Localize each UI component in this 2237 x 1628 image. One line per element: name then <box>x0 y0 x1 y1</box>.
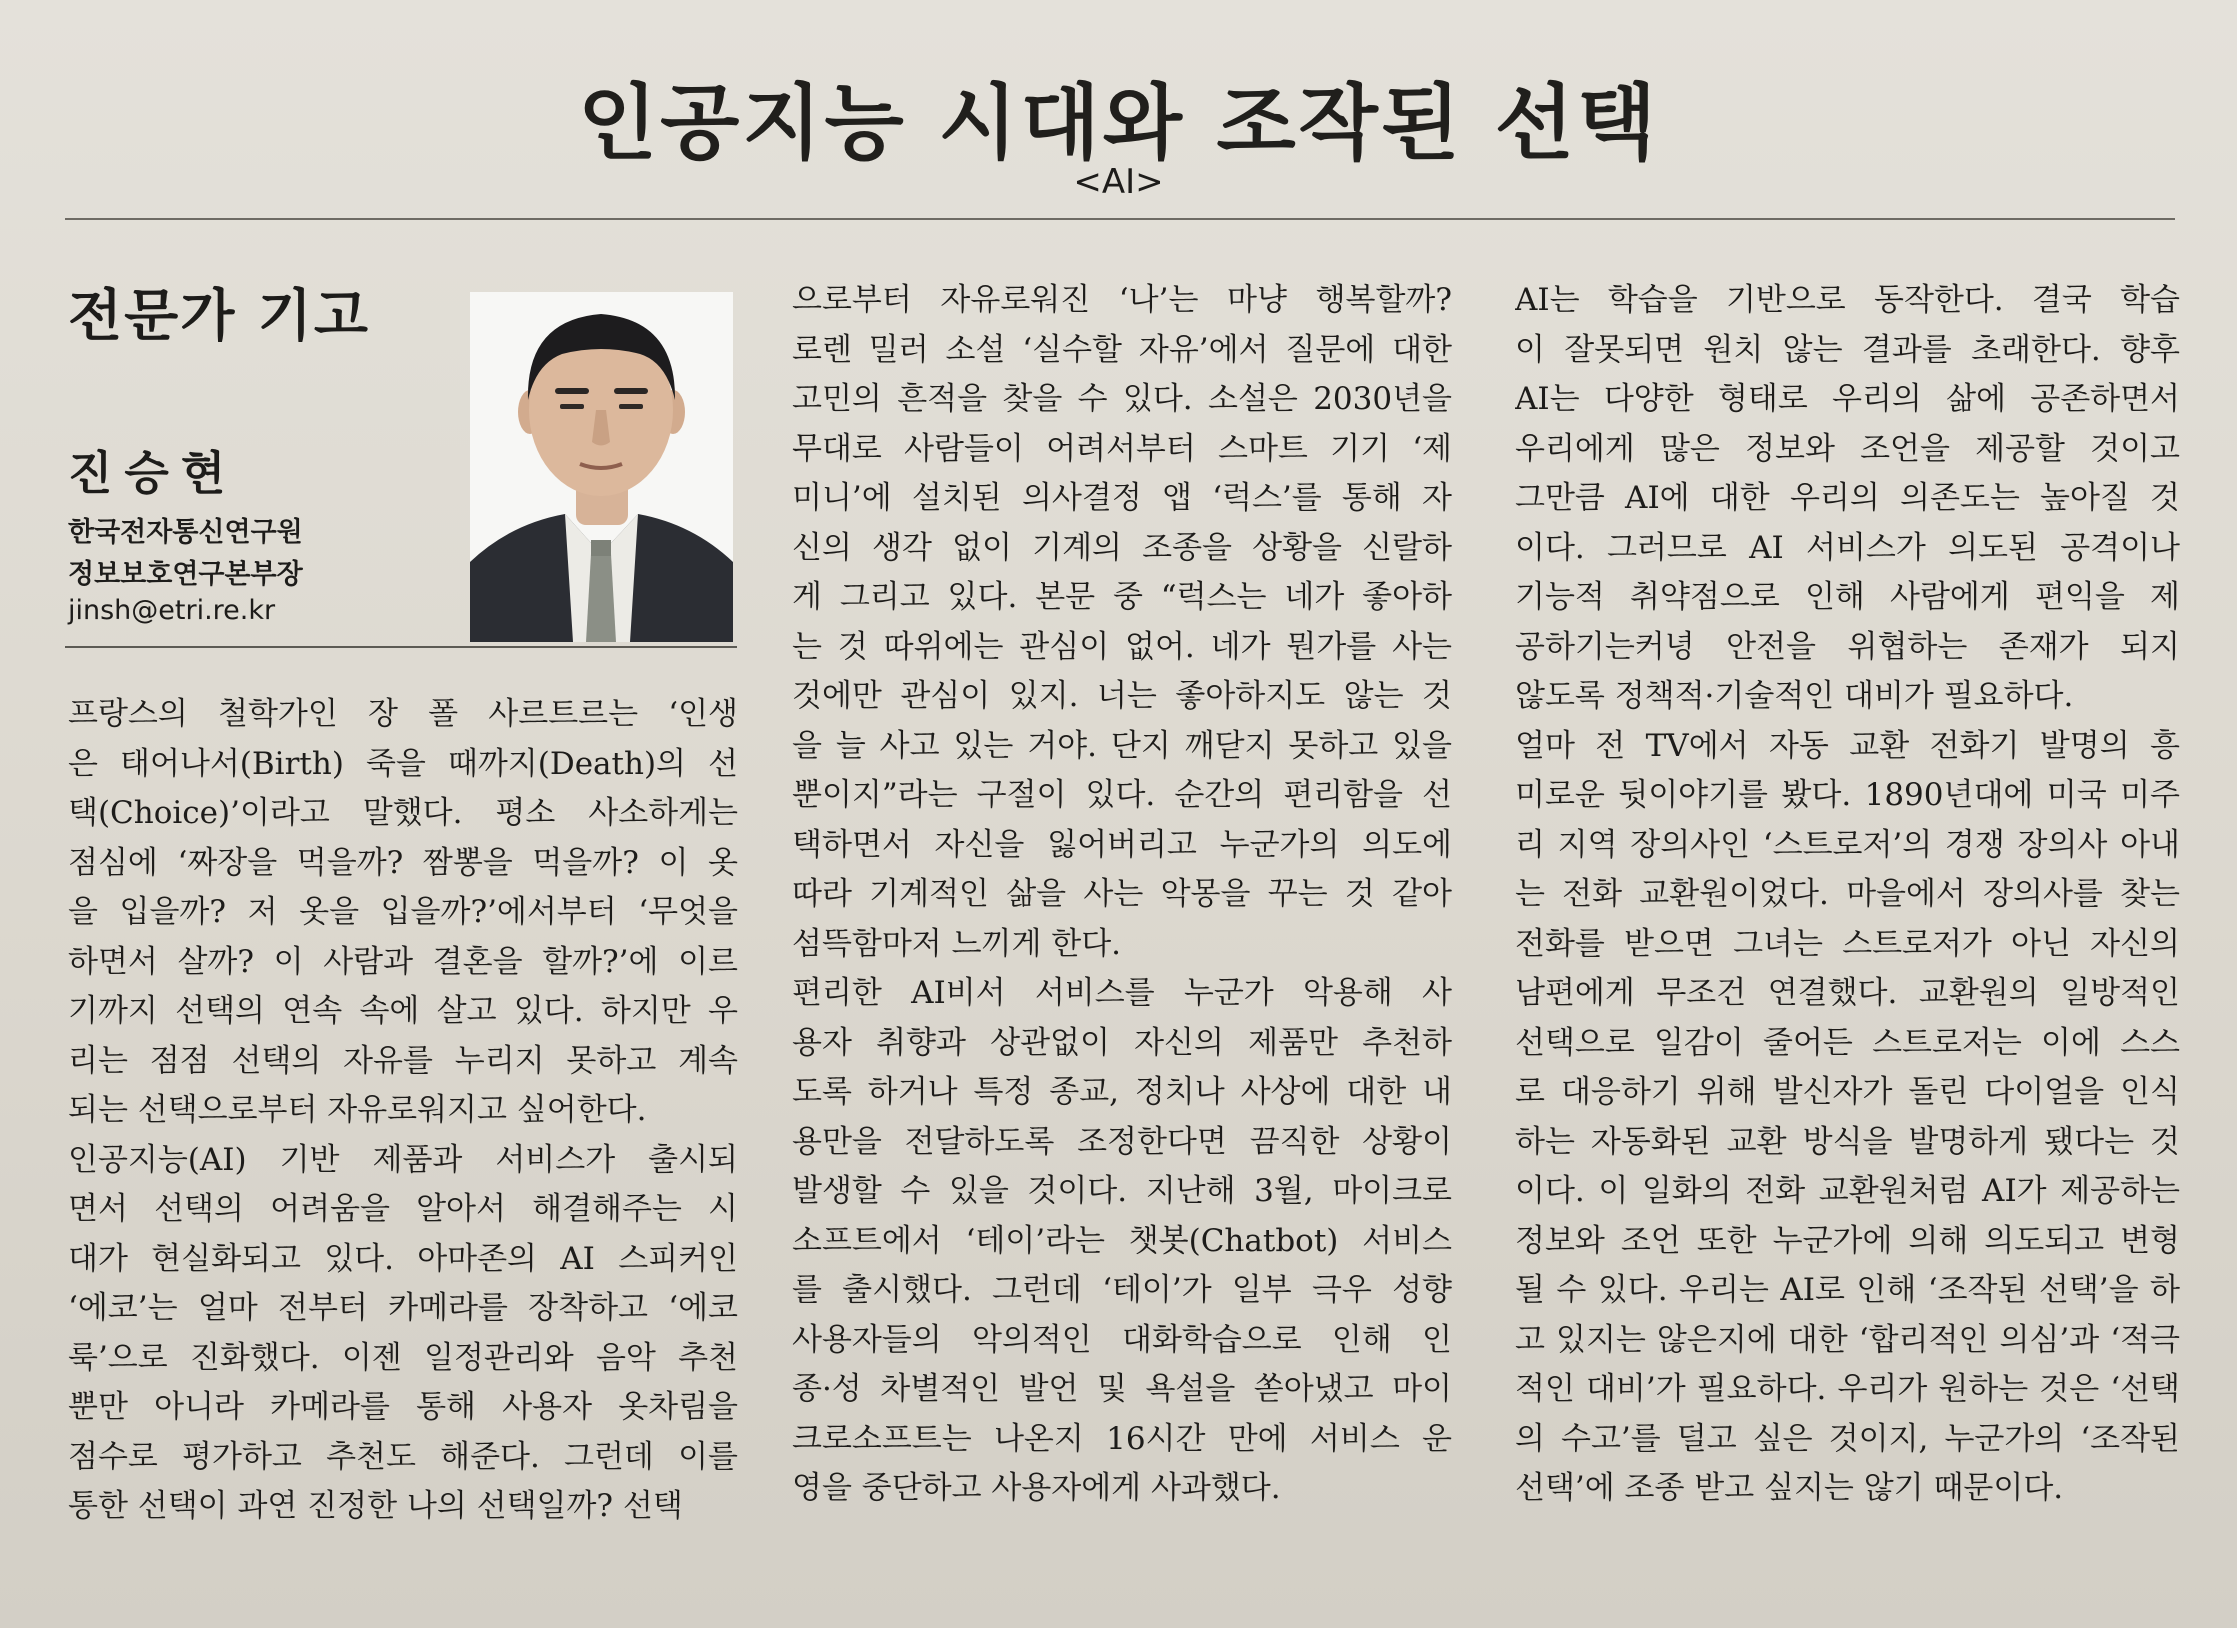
text-line: ‘에코’는 얼마 전부터 카메라를 장착하고 ‘에코 <box>68 1290 738 1326</box>
author-name: 진승현 <box>68 446 238 500</box>
section-label: 전문가 기고 <box>68 284 370 349</box>
text-line: 는 전화 교환원이었다. 마을에서 장의사를 찾는 <box>1515 876 2180 912</box>
author-photo <box>470 292 733 642</box>
text-line: 을 입을까? 저 옷을 입을까?’에서부터 ‘무엇을 <box>68 894 738 930</box>
text-line: 적인 대비’가 필요하다. 우리가 원하는 것은 ‘선택 <box>1515 1371 2180 1407</box>
text-line: 않도록 정책적·기술적인 대비가 필요하다. <box>1515 678 2074 714</box>
text-line: 이다. 그러므로 AI 서비스가 의도된 공격이나 <box>1515 529 2180 566</box>
text-line: 를 출시했다. 그런데 ‘테이’가 일부 극우 성향 <box>792 1272 1452 1308</box>
text-line: 고 있지는 않은지에 대한 ‘합리적인 의심’과 ‘적극 <box>1515 1321 2180 1358</box>
article-column-3 <box>1515 276 2180 1514</box>
title-divider <box>65 218 2175 220</box>
text-line: 소프트에서 ‘테이’라는 챗봇(Chatbot) 서비스 <box>792 1222 1452 1259</box>
text-line: 리는 점점 선택의 자유를 누리지 못하고 계속 <box>68 1042 738 1079</box>
text-line: 발생할 수 있을 것이다. 지난해 3월, 마이크로 <box>792 1173 1452 1209</box>
text-line: 는 것 따위에는 관심이 없어. 네가 뭔가를 사는 <box>792 628 1452 665</box>
text-line: 신의 생각 없이 기계의 조종을 상황을 신랄하 <box>792 529 1452 566</box>
text-line: 로렌 밀러 소설 ‘실수할 자유’에서 질문에 대한 <box>792 331 1452 368</box>
text-line: 을 늘 사고 있는 거야. 단지 깨닫지 못하고 있을 <box>792 727 1452 764</box>
text-line: 의 수고’를 덜고 싶은 것이지, 누군가의 ‘조작된 <box>1515 1420 2180 1457</box>
text-line: 리 지역 장의사인 ‘스트로저’의 경쟁 장의사 아내 <box>1515 826 2180 863</box>
text-line: 룩’으로 진화했다. 이젠 일정관리와 음악 추천 <box>68 1339 738 1376</box>
text-line: 은 태어나서(Birth) 죽을 때까지(Death)의 선 <box>68 745 738 782</box>
text-line: 정보와 조언 또한 누군가에 의해 의도되고 변형 <box>1515 1222 2180 1259</box>
author-affiliation-org: 한국전자통신연구원 <box>68 517 303 548</box>
text-line: 얼마 전 TV에서 자동 교환 전화기 발명의 흥 <box>1515 727 2180 764</box>
text-line: 이 잘못되면 원치 않는 결과를 초래한다. 향후 <box>1515 331 2180 368</box>
text-line: 섬뜩함마저 느끼게 한다. <box>792 925 1122 962</box>
text-line: 뿐이지”라는 구절이 있다. 순간의 편리함을 선 <box>792 777 1452 813</box>
text-line: 미니’에 설치된 의사결정 앱 ‘럭스’를 통해 자 <box>792 480 1452 516</box>
text-line: 공하기는커녕 안전을 위협하는 존재가 되지 <box>1515 628 2180 665</box>
text-line: 프랑스의 철학가인 장 폴 사르트르는 ‘인생 <box>68 696 738 732</box>
text-line: 될 수 있다. 우리는 AI로 인해 ‘조작된 선택’을 하 <box>1515 1272 2180 1308</box>
text-line: 우리에게 많은 정보와 조언을 제공할 것이고 <box>1515 430 2180 467</box>
text-line: 용자 취향과 상관없이 자신의 제품만 추천하 <box>792 1024 1452 1061</box>
text-line: 전화를 받으면 그녀는 스트로저가 아닌 자신의 <box>1515 925 2180 962</box>
article-subtitle: <AI> <box>1073 162 1164 202</box>
text-line: 점심에 ‘짜장을 먹을까? 짬뽕을 먹을까? 이 옷 <box>68 844 738 881</box>
text-line: 인공지능(AI) 기반 제품과 서비스가 출시되 <box>68 1141 738 1178</box>
text-line: 로 대응하기 위해 발신자가 돌린 다이얼을 인식 <box>1515 1074 2180 1110</box>
text-line: 하는 자동화된 교환 방식을 발명하게 됐다는 것 <box>1515 1123 2180 1160</box>
text-line: 크로소프트는 나온지 16시간 만에 서비스 운 <box>792 1420 1452 1457</box>
text-line: 고민의 흔적을 찾을 수 있다. 소설은 2030년을 <box>792 381 1452 417</box>
text-line: 남편에게 무조건 연결했다. 교환원의 일방적인 <box>1515 975 2180 1011</box>
text-line: 그만큼 AI에 대한 우리의 의존도는 높아질 것 <box>1515 480 2180 516</box>
author-divider <box>65 646 737 648</box>
text-line: 따라 기계적인 삶을 사는 악몽을 꾸는 것 같아 <box>792 876 1452 912</box>
text-line: AI는 학습을 기반으로 동작한다. 결국 학습 <box>1515 282 2180 318</box>
text-line: 뿐만 아니라 카메라를 통해 사용자 옷차림을 <box>68 1389 738 1425</box>
text-line: 무대로 사람들이 어려서부터 스마트 기기 ‘제 <box>792 430 1452 467</box>
author-affiliation-title: 정보보호연구본부장 <box>68 559 303 590</box>
text-line: 용만을 전달하도록 조정한다면 끔직한 상황이 <box>792 1123 1452 1160</box>
text-line: 점수로 평가하고 추천도 해준다. 그런데 이를 <box>68 1438 738 1475</box>
text-line: 것에만 관심이 있지. 너는 좋아하지도 않는 것 <box>792 678 1452 714</box>
author-email: jinsh@etri.re.kr <box>68 595 276 626</box>
text-line: 사용자들의 악의적인 대화학습으로 인해 인 <box>792 1321 1452 1358</box>
text-line: 되는 선택으로부터 자유로워지고 싶어한다. <box>68 1092 647 1128</box>
text-line: 게 그리고 있다. 본문 중 “럭스는 네가 좋아하 <box>792 579 1452 615</box>
text-line: 기까지 선택의 연속 속에 살고 있다. 하지만 우 <box>68 993 738 1029</box>
text-line: 대가 현실화되고 있다. 아마존의 AI 스피커인 <box>68 1240 738 1277</box>
text-line: 도록 하거나 특정 종교, 정치나 사상에 대한 내 <box>792 1074 1452 1110</box>
text-line: 미로운 뒷이야기를 봤다. 1890년대에 미국 미주 <box>1515 777 2180 813</box>
text-line: 종·성 차별적인 발언 및 욕설을 쏟아냈고 마이 <box>792 1371 1452 1407</box>
text-line: 하면서 살까? 이 사람과 결혼을 할까?’에 이르 <box>68 943 738 980</box>
text-line: 택(Choice)’이라고 말했다. 평소 사소하게는 <box>68 795 738 831</box>
article-title: 인공지능 시대와 조작된 선택 <box>577 76 1660 171</box>
text-line: 편리한 AI비서 서비스를 누군가 악용해 사 <box>792 975 1452 1011</box>
text-line: 영을 중단하고 사용자에게 사과했다. <box>792 1470 1281 1506</box>
text-line: AI는 다양한 형태로 우리의 삶에 공존하면서 <box>1515 381 2180 417</box>
text-line: 선택’에 조종 받고 싶지는 않기 때문이다. <box>1515 1470 2064 1506</box>
text-line: 으로부터 자유로워진 ‘나’는 마냥 행복할까? <box>792 282 1452 318</box>
text-line: 선택으로 일감이 줄어든 스트로저는 이에 스스 <box>1515 1024 2180 1061</box>
text-line: 택하면서 자신을 잃어버리고 누군가의 의도에 <box>792 826 1452 863</box>
article-column-1 <box>68 690 738 1532</box>
text-line: 면서 선택의 어려움을 알아서 해결해주는 시 <box>68 1191 738 1227</box>
text-line: 기능적 취약점으로 인해 사람에게 편익을 제 <box>1515 579 2180 615</box>
text-line: 통한 선택이 과연 진정한 나의 선택일까? 선택 <box>68 1488 683 1524</box>
text-line: 이다. 이 일화의 전화 교환원처럼 AI가 제공하는 <box>1515 1173 2180 1209</box>
article-column-2 <box>792 276 1452 1514</box>
